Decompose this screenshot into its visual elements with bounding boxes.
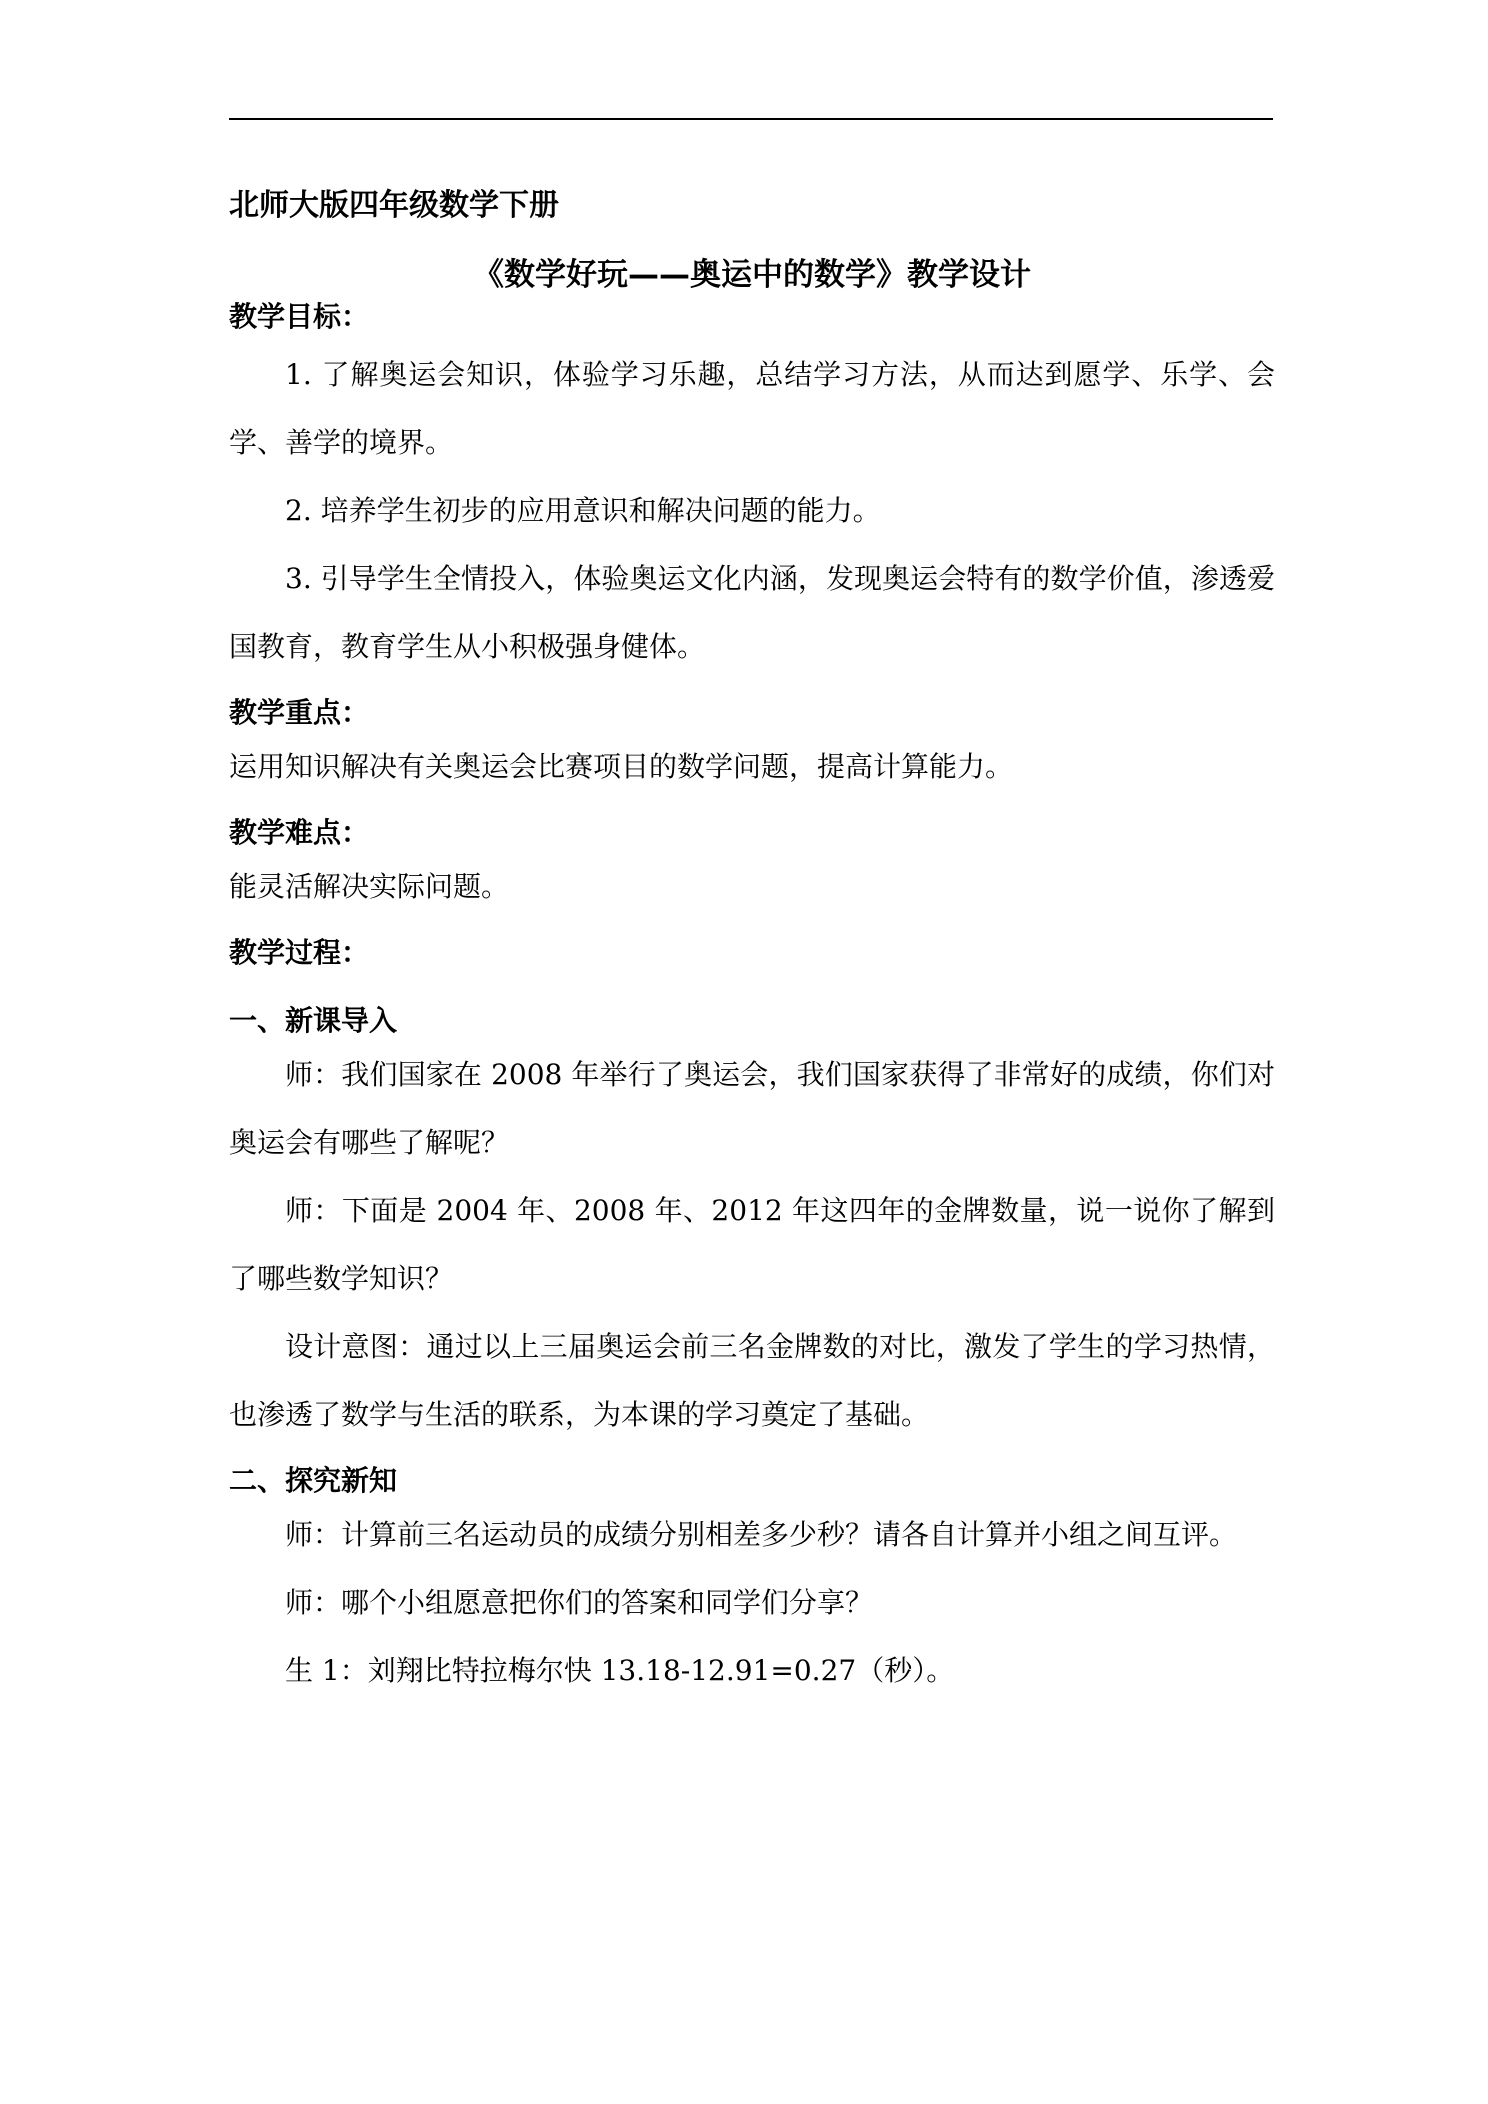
header-rule bbox=[229, 118, 1273, 120]
key-points-text: 运用知识解决有关奥运会比赛项目的数学问题，提高计算能力。 bbox=[229, 750, 1014, 783]
difficulties-heading: 教学难点： bbox=[229, 816, 370, 849]
difficulties-text: 能灵活解决实际问题。 bbox=[229, 870, 510, 903]
book-title: 北师大版四年级数学下册 bbox=[229, 188, 559, 223]
objective-item: 3. 引导学生全情投入，体验奥运文化内涵，发现奥运会特有的数学价值，渗透爱国教育，教育学生从小积极强身健体。 bbox=[229, 562, 1275, 663]
objectives-heading: 教学目标： bbox=[229, 300, 370, 333]
document-page bbox=[229, 186, 1275, 1705]
objective-item: 1. 了解奥运会知识，体验学习乐趣，总结学习方法，从而达到愿学、乐学、会学、善学的境界。 bbox=[229, 358, 1275, 459]
objective-item: 2. 培养学生初步的应用意识和解决问题的能力。 bbox=[285, 494, 881, 527]
section-heading-explore: 二、探究新知 bbox=[229, 1464, 398, 1497]
paragraph: 设计意图：通过以上三届奥运会前三名金牌数的对比，激发了学生的学习热情，也渗透了数学与生活的联系，为本课的学习奠定了基础。 bbox=[229, 1330, 1275, 1431]
paragraph: 师：我们国家在 2008 年举行了奥运会，我们国家获得了非常好的成绩，你们对奥运会有哪些了解呢？ bbox=[229, 1058, 1275, 1159]
key-points-heading: 教学重点： bbox=[229, 696, 370, 729]
section-heading-intro: 一、新课导入 bbox=[229, 1004, 398, 1037]
paragraph: 生 1：刘翔比特拉梅尔快 13.18-12.91=0.27（秒）。 bbox=[285, 1654, 955, 1687]
paragraph: 师：下面是 2004 年、2008 年、2012 年这四年的金牌数量，说一说你了解到了哪些数学知识？ bbox=[229, 1194, 1275, 1295]
paragraph: 师：计算前三名运动员的成绩分别相差多少秒？请各自计算并小组之间互评。 bbox=[285, 1518, 1238, 1551]
process-heading: 教学过程： bbox=[229, 936, 370, 969]
paragraph: 师：哪个小组愿意把你们的答案和同学们分享？ bbox=[285, 1586, 874, 1619]
lesson-title: 《数学好玩——奥运中的数学》教学设计 bbox=[473, 257, 1031, 293]
